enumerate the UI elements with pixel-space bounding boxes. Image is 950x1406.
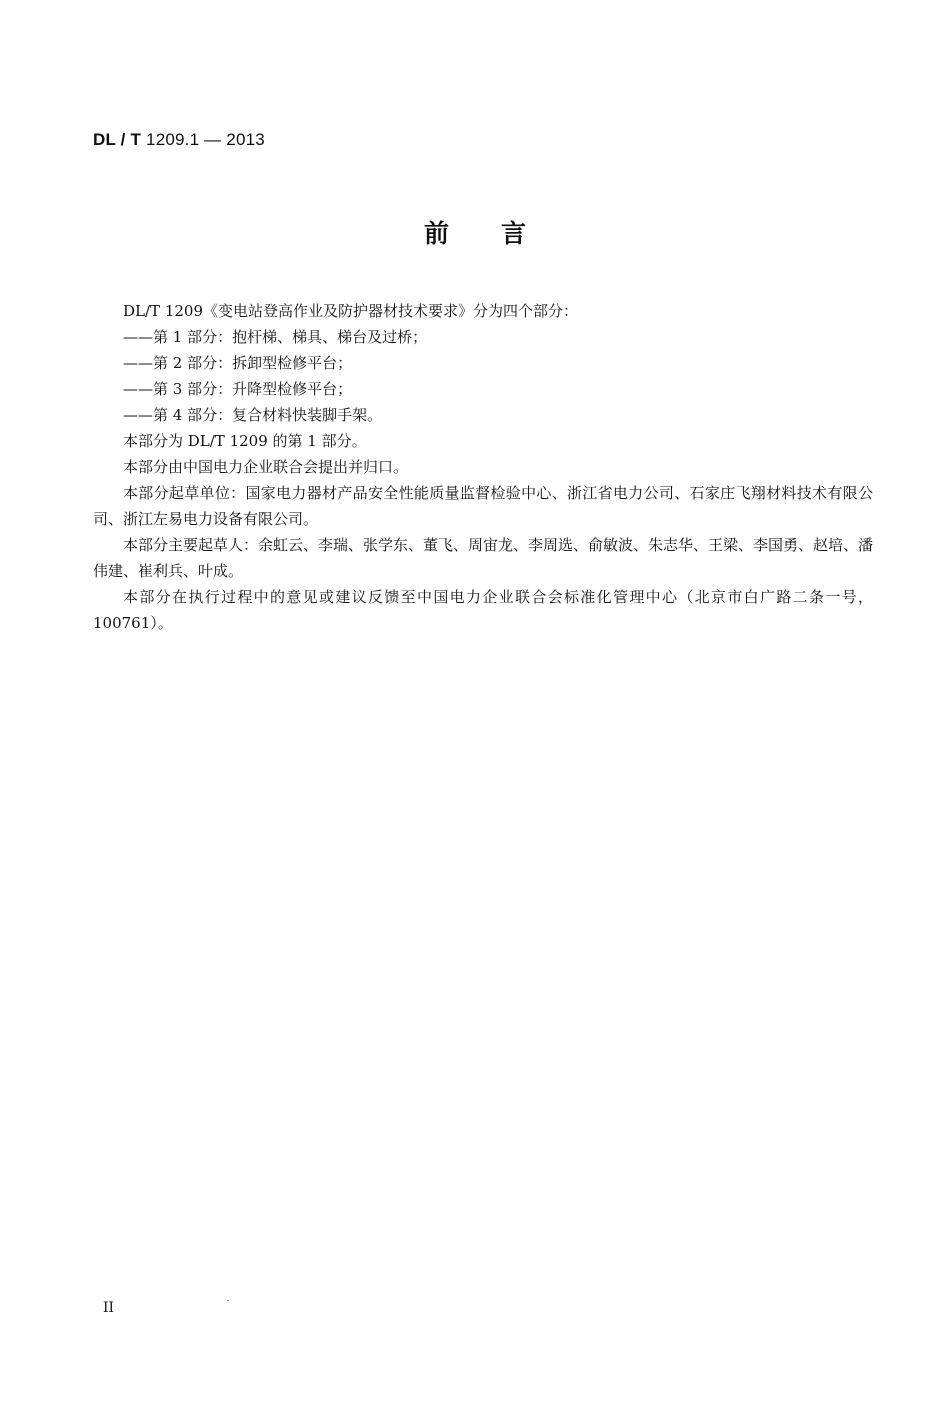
drafting-units-paragraph: 本部分起草单位：国家电力器材产品安全性能质量监督检验中心、浙江省电力公司、石家庄飞翔材料技术有限公司、浙江左易电力设备有限公司。 [93, 484, 873, 528]
scan-speck [227, 1300, 229, 1301]
drafters-paragraph: 本部分主要起草人：余虹云、李瑞、张学东、董飞、周宙龙、李周选、俞敏波、朱志华、王梁、李国勇、赵培、潘伟建、崔利兵、叶成。 [93, 536, 874, 580]
part-list-item-4: ——第 4 部分：复合材料快装脚手架。 [123, 406, 383, 424]
feedback-paragraph: 本部分在执行过程中的意见或建议反馈至中国电力企业联合会标准化管理中心（北京市白广路二条一号，100761）。 [93, 588, 873, 632]
page-title: 前言 [423, 219, 578, 248]
intro-paragraph: DL/T 1209《变电站登高作业及防护器材技术要求》分为四个部分： [123, 302, 578, 320]
part-list-item-1: ——第 1 部分：抱杆梯、梯具、梯台及过桥； [123, 328, 428, 346]
part-statement-paragraph: 本部分为 DL/T 1209 的第 1 部分。 [123, 432, 367, 450]
page-number: II [103, 1300, 115, 1316]
standard-code-number: 1209.1 — 2013 [146, 130, 265, 149]
standard-code-prefix: DL / T [93, 130, 142, 149]
standard-code [93, 130, 265, 150]
part-list-item-2: ——第 2 部分：拆卸型检修平台； [123, 354, 353, 372]
proposer-paragraph: 本部分由中国电力企业联合会提出并归口。 [123, 458, 409, 476]
part-list-item-3: ——第 3 部分：升降型检修平台； [123, 380, 353, 398]
foreword-body [93, 298, 873, 636]
